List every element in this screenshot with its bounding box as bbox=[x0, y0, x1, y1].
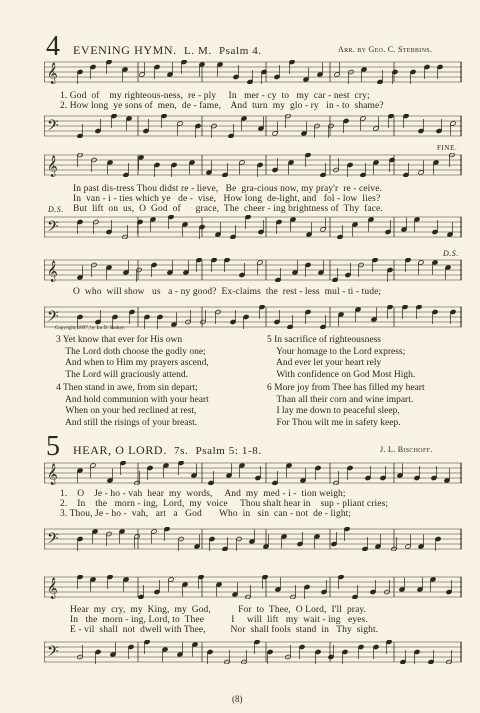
copyright-notice: Copyright, 1897, by Ira D. Sankey. bbox=[55, 326, 126, 331]
music-staff bbox=[44, 153, 462, 177]
staff-notation bbox=[44, 527, 462, 551]
lyric-line: In the morn - ing, Lord, to Thee I will lift my wait - ing eyes. bbox=[70, 615, 368, 625]
music-staff bbox=[44, 527, 462, 551]
hymn5-heading bbox=[46, 433, 60, 461]
hymn5-number: 5 bbox=[46, 431, 60, 462]
staff-notation bbox=[44, 114, 462, 138]
svg-text:𝄢: 𝄢 bbox=[47, 643, 59, 664]
svg-text:𝄞: 𝄞 bbox=[47, 578, 58, 599]
staff-notation bbox=[44, 153, 462, 177]
music-staff bbox=[44, 114, 462, 138]
hymn4-meter: L. M. bbox=[184, 45, 212, 57]
staff-notation bbox=[44, 575, 462, 599]
hymn4-title-line bbox=[73, 43, 262, 58]
staff-notation bbox=[44, 215, 462, 239]
hymn5-psalm: Psalm 5: 1-8. bbox=[195, 445, 262, 457]
lyric-line: Hear my cry, my King, my God, For to Thee, O Lord, I'll pray. bbox=[70, 605, 367, 615]
verse-4: 4 Then stand in awe, from sin depart; And hold communion with your heart When on your bed reclined at rest, And still the risings of your breast. bbox=[56, 383, 209, 428]
lyric-line: In van - i - ties which ye de - vise, How long de-light, and fol - low lies? bbox=[73, 194, 381, 204]
lyric-line: O who will show us a - ny good? Ex-claims the rest - less mul - ti - tude; bbox=[73, 287, 382, 297]
hymn4-heading bbox=[46, 33, 60, 61]
hymn5-composer: J. L. Bischoff. bbox=[380, 445, 433, 454]
lyric-line: 1. O Je - ho - vah hear my words, And my med - i - tion weigh; bbox=[60, 489, 346, 499]
lyric-line: 1. God of my righteous-ness, re - ply In mer - cy to my car - nest cry; bbox=[60, 91, 370, 101]
svg-text:𝄞: 𝄞 bbox=[47, 261, 58, 282]
svg-text:𝄞: 𝄞 bbox=[47, 63, 58, 84]
lyric-line: 2. How long ye sons of men, de - fame, And turn my glo - ry in - to shame? bbox=[60, 101, 384, 111]
verse-5: 5 In sacrifice of righteousness Your homage to the Lord express; And ever let your heart rely With confidence on God Most High. bbox=[267, 335, 416, 380]
svg-text:𝄞: 𝄞 bbox=[47, 156, 58, 177]
hymn5-title: HEAR, O LORD. bbox=[73, 443, 167, 457]
ds-marker: D.S. bbox=[48, 205, 64, 214]
svg-text:𝄢: 𝄢 bbox=[47, 308, 59, 329]
lyric-line: In past dis-tress Thou didst re - lieve, Be gra-cious now, my pray'r re - ceive. bbox=[73, 184, 383, 194]
hymn4-arranger: Arr. by Geo. C. Stebbins. bbox=[338, 45, 433, 54]
music-staff bbox=[44, 258, 462, 282]
music-staff bbox=[44, 640, 462, 664]
svg-text:𝄢: 𝄢 bbox=[47, 530, 59, 551]
lyric-line: 2. In the morn - ing, Lord, my voice Thou shalt hear in sup - pliant cries; bbox=[60, 499, 389, 509]
svg-text:𝄞: 𝄞 bbox=[47, 464, 58, 485]
staff-notation bbox=[44, 461, 462, 485]
music-staff bbox=[44, 461, 462, 485]
hymn5-title-line bbox=[73, 443, 262, 458]
music-staff bbox=[44, 575, 462, 599]
staff-notation bbox=[44, 60, 462, 84]
music-staff bbox=[44, 215, 462, 239]
verse-6: 6 More joy from Thee has filled my heart Than all their corn and wine impart. I lay me down to peaceful sleep, For Thou wilt me in safety keep. bbox=[267, 383, 425, 428]
hymn5-meter: 7s. bbox=[174, 445, 189, 457]
lyric-line: E - vil shall not dwell with Thee, Nor shall fools stand in Thy sight. bbox=[70, 625, 379, 635]
hymn4-psalm: Psalm 4. bbox=[218, 45, 262, 57]
staff-notation bbox=[44, 258, 462, 282]
staff-notation bbox=[44, 640, 462, 664]
page-number: (8) bbox=[232, 694, 243, 704]
ds-marker: D.S. bbox=[443, 249, 459, 258]
svg-text:𝄢: 𝄢 bbox=[47, 218, 59, 239]
lyric-line: But lift on us, O God of grace, The cheer - ing brightness of Thy face. bbox=[73, 204, 383, 214]
hymn4-number: 4 bbox=[46, 31, 60, 62]
verse-3: 3 Yet know that ever for His own The Lord doth choose the godly one; And when to Him my prayers ascend, The Lord will graciously attend. bbox=[56, 335, 209, 380]
svg-text:𝄢: 𝄢 bbox=[47, 117, 59, 138]
hymn4-title: EVENING HYMN. bbox=[73, 43, 177, 57]
music-staff bbox=[44, 60, 462, 84]
fine-marker: FINE. bbox=[437, 144, 458, 152]
lyric-line: 3. Thou, Je - ho - vah, art a God Who in sin can - not de - light; bbox=[60, 509, 352, 519]
